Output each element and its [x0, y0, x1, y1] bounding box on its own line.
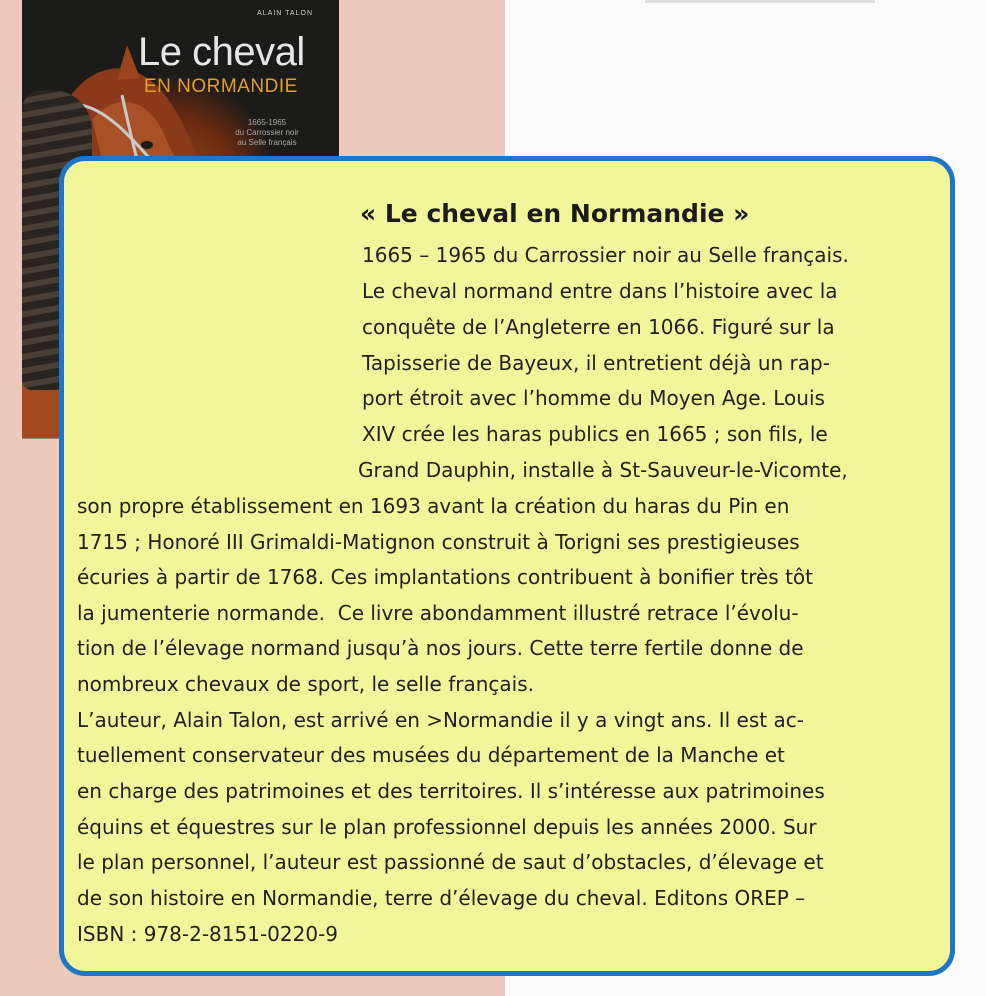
article-line: tuellement conservateur des musées du département de la Manche et — [77, 743, 785, 767]
article-line: ISBN : 978-2-8151-0220-9 — [77, 922, 339, 946]
article-line: de son histoire en Normandie, terre d’élevage du cheval. Editons OREP – — [77, 886, 806, 910]
cover-author: ALAIN TALON — [257, 10, 313, 17]
article-line: port étroit avec l’homme du Moyen Age. Louis — [362, 386, 825, 410]
article-line: L’auteur, Alain Talon, est arrivé en >Normandie il y a vingt ans. Il est ac- — [77, 708, 804, 732]
article-line: Grand Dauphin, installe à St-Sauveur-le-Vicomte, — [358, 458, 848, 482]
article-line: écuries à partir de 1768. Ces implantations contribuent à bonifier très tôt — [77, 565, 813, 589]
cover-subtitle-line: 1665-1965 — [247, 118, 287, 127]
article-line: nombreux chevaux de sport, le selle français. — [77, 672, 534, 696]
article-line: en charge des patrimoines et des territoires. Il s’intéresse aux patrimoines — [77, 779, 825, 803]
cover-subtitle — [217, 118, 317, 148]
divider — [645, 0, 875, 3]
cover-title: Le cheval — [138, 30, 305, 74]
cover-subtitle-line: du Carrossier noir — [235, 128, 299, 137]
article-line: tion de l’élevage normand jusqu’à nos jours. Cette terre fertile donne de — [77, 636, 804, 660]
article-heading: « Le cheval en Normandie » — [360, 199, 750, 228]
article-line: Le cheval normand entre dans l’histoire avec la — [362, 279, 838, 303]
article-line: XIV crée les haras publics en 1665 ; son fils, le — [362, 422, 828, 446]
article-line: son propre établissement en 1693 avant la création du haras du Pin en — [77, 494, 790, 518]
article-line: Tapisserie de Bayeux, il entretient déjà un rap- — [362, 351, 830, 375]
article-line: équins et équestres sur le plan professionnel depuis les années 2000. Sur — [77, 815, 817, 839]
article-line: 1715 ; Honoré III Grimaldi-Matignon construit à Torigni ses prestigieuses — [77, 530, 800, 554]
article-line: le plan personnel, l’auteur est passionné de saut d’obstacles, d’élevage et — [77, 850, 824, 874]
cover-title-accent: EN NORMANDIE — [144, 76, 298, 97]
cover-subtitle-line: au Selle français — [237, 138, 297, 147]
article-line: conquête de l’Angleterre en 1066. Figuré sur la — [362, 315, 835, 339]
article-line: la jumenterie normande. Ce livre abondamment illustré retrace l’évolu- — [77, 601, 799, 625]
article-line: 1665 – 1965 du Carrossier noir au Selle français. — [362, 243, 849, 267]
